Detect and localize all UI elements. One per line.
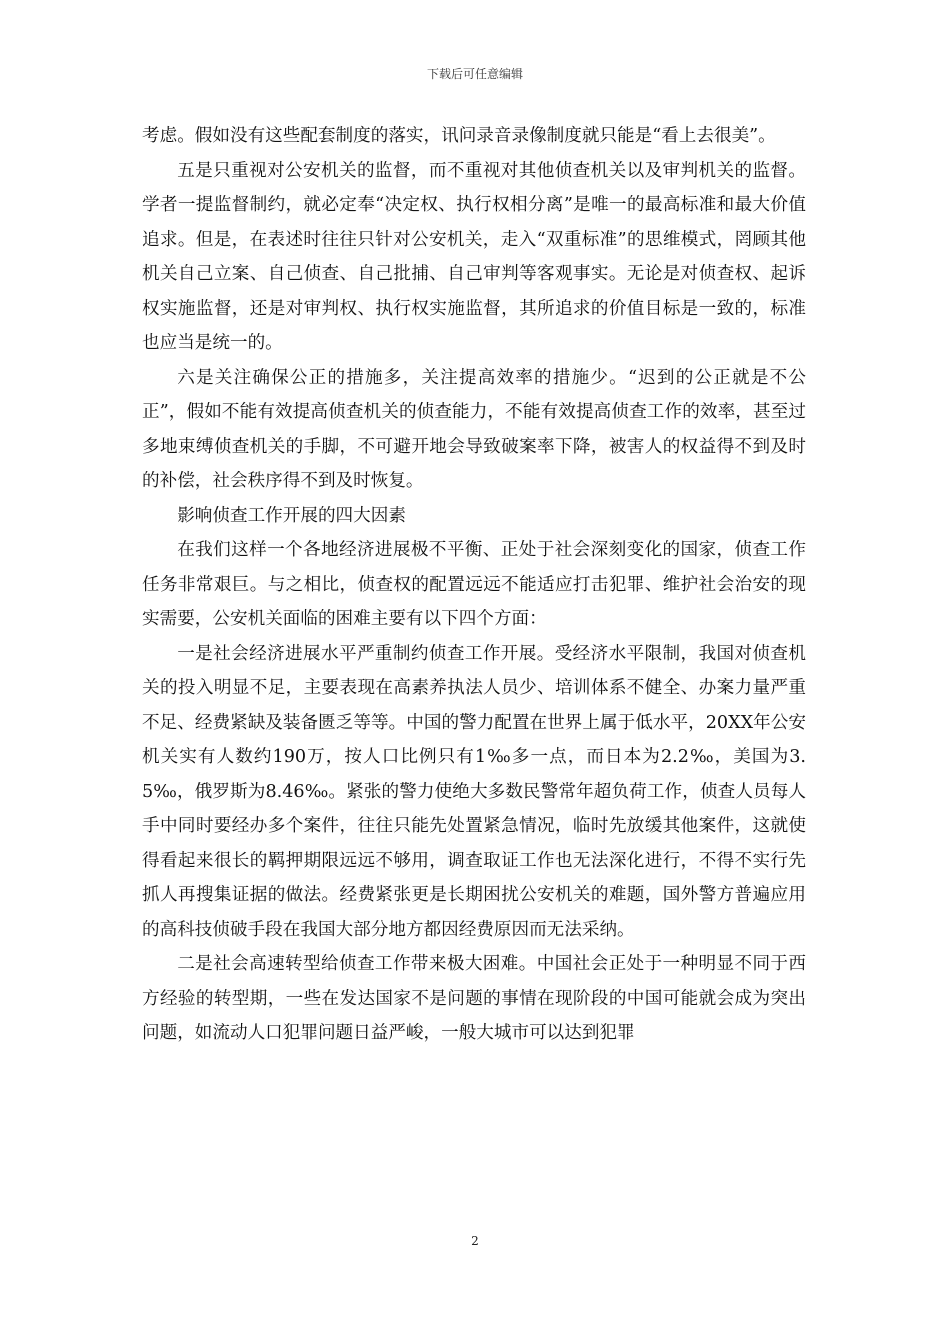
paragraph-factor-one: 一是社会经济进展水平严重制约侦查工作开展。受经济水平限制，我国对侦查机关的投入明显不足，主要表现在高素养执法人员少、培训体系不健全、办案力量严重不足、经费紧缺及装备匮乏等等。中国的警力配置在世界上属于低水平，20XX年公安机关实有人数约190万，按人口比例只有1‰多一点，而日本为2.2‰，美国为3.5‰，俄罗斯为8.46‰。紧张的警力使绝大多数民警常年超负荷工作，侦查人员每人手中同时要经办多个案件，往往只能先处置紧急情况，临时先放缓其他案件，这就使得看起来很长的羁押期限远远不够用，调查取证工作也无法深化进行，不得不实行先抓人再搜集证据的做法。经费紧张更是长期困扰公安机关的难题，国外警方普遍应用的高科技侦破手段在我国大部分地方都因经费原因而无法采纳。 bbox=[142, 643, 806, 940]
document-body bbox=[142, 119, 806, 1051]
paragraph-point-five: 五是只重视对公安机关的监督，而不重视对其他侦查机关以及审判机关的监督。学者一提监督制约，就必定奉“决定权、执行权相分离”是唯一的最高标准和最大价值追求。但是，在表述时往往只针对公安机关，走入“双重标准”的思维模式，罔顾其他机关自己立案、自己侦查、自己批捕、自己审判等客观事实。无论是对侦查权、起诉权实施监督，还是对审判权、执行权实施监督，其所追求的价值目标是一致的，标准也应当是统一的。 bbox=[142, 160, 806, 353]
section-heading: 影响侦查工作开展的四大因素 bbox=[177, 505, 406, 526]
paragraph-section-intro: 在我们这样一个各地经济进展极不平衡、正处于社会深刻变化的国家，侦查工作任务非常艰巨。与之相比，侦查权的配置远远不能适应打击犯罪、维护社会治安的现实需要，公安机关面临的困难主要有以下四个方面： bbox=[142, 540, 806, 629]
paragraph-continuation: 考虑。假如没有这些配套制度的落实，讯问录音录像制度就只能是“看上去很美”。 bbox=[142, 126, 776, 146]
page-header: 下载后可任意编辑 bbox=[426, 67, 523, 81]
page-number: 2 bbox=[471, 1234, 479, 1248]
paragraph-factor-two: 二是社会高速转型给侦查工作带来极大困难。中国社会正处于一种明显不同于西方经验的转型期，一些在发达国家不是问题的事情在现阶段的中国可能就会成为突出问题，如流动人口犯罪问题日益严峻，一般大城市可以达到犯罪 bbox=[142, 954, 806, 1043]
paragraph-point-six: 六是关注确保公正的措施多，关注提高效率的措施少。“迟到的公正就是不公正”，假如不能有效提高侦查机关的侦查能力，不能有效提高侦查工作的效率，甚至过多地束缚侦查机关的手脚，不可避开地会导致破案率下降，被害人的权益得不到及时的补偿，社会秩序得不到及时恢复。 bbox=[142, 367, 806, 491]
